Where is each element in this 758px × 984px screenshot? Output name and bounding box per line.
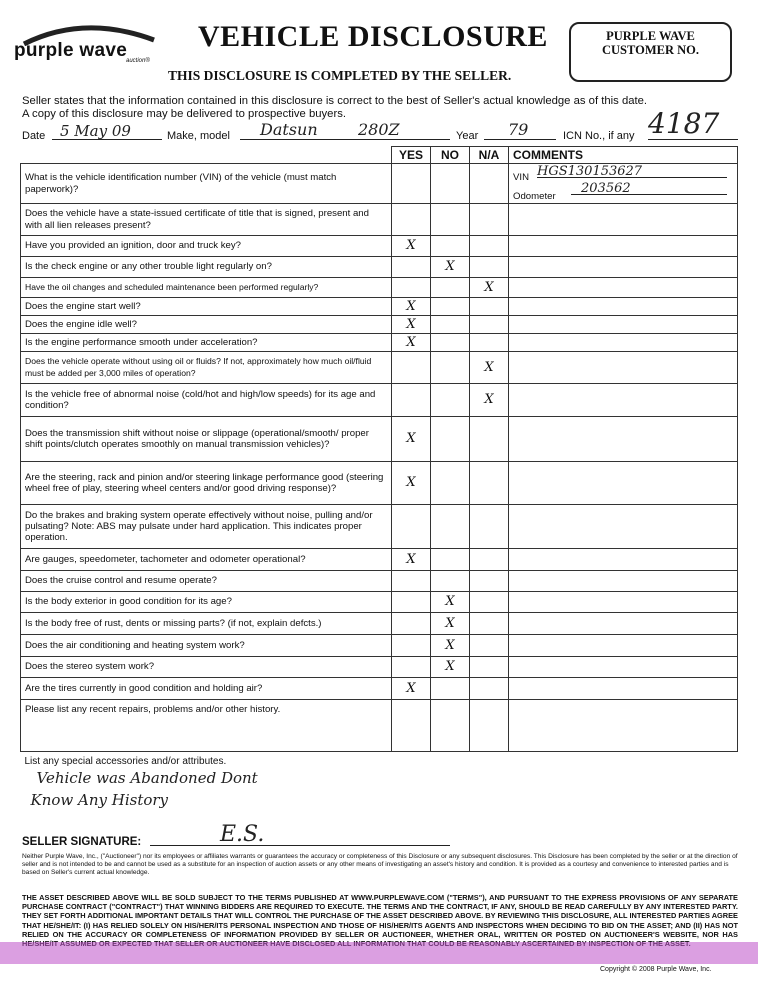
question: Is the vehicle free of abnormal noise (cold/hot and high/low speeds) for its age and condition? [21,384,392,417]
table-row [21,278,738,298]
accessories-cell[interactable] [21,752,738,822]
no-cell[interactable] [431,384,470,417]
comment-cell[interactable] [509,571,738,592]
yes-cell[interactable] [392,278,431,298]
yes-cell[interactable] [392,571,431,592]
table-row [21,700,738,752]
no-cell[interactable]: X [431,592,470,613]
customer-number-box: PURPLE WAVE CUSTOMER NO. [569,22,732,82]
question: Does the engine start well? [21,298,392,316]
question: Is the body free of rust, dents or missing parts? (if not, explain defcts.) [21,613,392,635]
intro-line-2: A copy of this disclosure may be delivered to prospective buyers. [22,108,347,120]
comment-cell[interactable] [509,204,738,236]
na-cell[interactable] [470,505,509,549]
highlight-band [0,942,758,964]
table-row [21,635,738,657]
na-cell[interactable]: X [470,352,509,384]
table-row [21,257,738,278]
no-cell[interactable] [431,678,470,700]
yes-cell[interactable]: X [392,678,431,700]
accessories-row [21,752,738,822]
year-label: Year [456,130,479,142]
no-cell[interactable] [431,236,470,257]
table-row [21,505,738,549]
question: Is the check engine or any other trouble light regularly on? [21,257,392,278]
icn-label: ICN No., if any [563,130,635,142]
yes-cell[interactable] [392,700,431,752]
question: What is the vehicle identification number (VIN) of the vehicle (must match paperwork)? [21,164,392,204]
accessories-line-2: Know Any History [30,791,169,810]
question-header [21,147,392,164]
no-cell[interactable]: X [431,635,470,657]
no-cell[interactable] [431,298,470,316]
question: Does the stereo system work? [21,657,392,678]
question: Are gauges, speedometer, tachometer and odometer operational? [21,549,392,571]
page-subtitle: THIS DISCLOSURE IS COMPLETED BY THE SELLER. [168,68,512,83]
comment-cell[interactable] [509,549,738,571]
yes-cell[interactable] [392,384,431,417]
no-cell[interactable] [431,462,470,505]
table-row [21,204,738,236]
logo-subtext: auction® [126,58,150,64]
na-cell[interactable] [470,298,509,316]
comment-cell[interactable] [509,613,738,635]
comment-cell[interactable] [509,417,738,462]
make-value: Datsun [260,120,318,139]
question: Is the engine performance smooth under acceleration? [21,334,392,352]
comment-cell[interactable] [509,334,738,352]
comment-cell[interactable] [509,657,738,678]
table-row [21,164,738,204]
yes-cell[interactable]: X [392,549,431,571]
na-header: N/A [470,147,509,164]
yes-cell[interactable] [392,164,431,204]
copyright-text: Copyright © 2008 Purple Wave, Inc. [600,966,712,973]
na-cell[interactable] [470,549,509,571]
disclosure-table [20,146,738,822]
question: Are the steering, rack and pinion and/or steering linkage performance good (steering wheel free of play, steering wheel centers and/or good driving response)? [21,462,392,505]
intro-line-1: Seller states that the information contained in this disclosure is correct to the best of Seller's actual knowledge as of this date. [22,95,648,107]
comment-cell[interactable] [509,257,738,278]
icn-field[interactable]: 4187 [648,108,738,140]
comment-cell[interactable] [509,462,738,505]
table-row [21,462,738,505]
na-cell[interactable] [470,657,509,678]
odometer-label: Odometer [513,190,556,202]
na-cell[interactable] [470,316,509,334]
yes-cell[interactable]: X [392,417,431,462]
table-row [21,613,738,635]
model-value: 280Z [358,120,400,139]
yes-cell[interactable]: X [392,316,431,334]
no-cell[interactable] [431,549,470,571]
no-cell[interactable] [431,164,470,204]
na-cell[interactable]: X [470,278,509,298]
no-cell[interactable] [431,700,470,752]
comment-cell[interactable] [509,678,738,700]
seller-signature-label: SELLER SIGNATURE: [22,836,142,848]
question: Have you provided an ignition, door and truck key? [21,236,392,257]
yes-cell[interactable]: X [392,298,431,316]
no-cell[interactable] [431,316,470,334]
yes-cell[interactable]: X [392,462,431,505]
na-cell[interactable] [470,700,509,752]
no-cell[interactable]: X [431,257,470,278]
na-cell[interactable] [470,236,509,257]
yes-cell[interactable] [392,505,431,549]
yes-cell[interactable] [392,657,431,678]
yes-cell[interactable]: X [392,334,431,352]
question: Please list any recent repairs, problems and/or other history. [21,700,392,752]
accessories-line-1: Vehicle was Abandoned Dont [36,769,258,788]
na-cell[interactable] [470,678,509,700]
question: Does the air conditioning and heating system work? [21,635,392,657]
question: Does the engine idle well? [21,316,392,334]
na-cell[interactable] [470,164,509,204]
comment-cell[interactable] [509,505,738,549]
na-cell[interactable] [470,257,509,278]
no-cell[interactable]: X [431,657,470,678]
make-model-field[interactable] [240,120,450,140]
na-cell[interactable] [470,571,509,592]
vin-value[interactable]: HGS130153627 [537,166,727,178]
yes-cell[interactable] [392,257,431,278]
table-row [21,592,738,613]
na-cell[interactable] [470,613,509,635]
yes-cell[interactable] [392,204,431,236]
table-row [21,549,738,571]
comment-cell[interactable] [509,164,738,204]
comment-cell[interactable] [509,592,738,613]
comment-cell[interactable] [509,384,738,417]
no-cell[interactable] [431,505,470,549]
date-field[interactable]: 5 May 09 [52,122,162,140]
table-row [21,334,738,352]
na-cell[interactable] [470,204,509,236]
table-row [21,352,738,384]
question: Does the vehicle have a state-issued certificate of title that is signed, present and with all lien releases present? [21,204,392,236]
comment-cell[interactable] [509,635,738,657]
yes-header: YES [392,147,431,164]
na-cell[interactable] [470,462,509,505]
seller-signature-field[interactable]: E.S. [150,822,450,846]
no-cell[interactable] [431,571,470,592]
odometer-value[interactable]: 203562 [571,183,727,195]
intro-text [22,95,647,121]
comments-header: COMMENTS [509,147,738,164]
page-title: VEHICLE DISCLOSURE [198,20,548,53]
yes-cell[interactable] [392,635,431,657]
table-row [21,236,738,257]
yes-cell[interactable]: X [392,236,431,257]
no-header: NO [431,147,470,164]
yes-cell[interactable] [392,592,431,613]
na-cell[interactable]: X [470,384,509,417]
question: Is the body exterior in good condition for its age? [21,592,392,613]
question: Does the transmission shift without noise or slippage (operational/smooth/ proper shift points/clutch operates smoothly on manual transmission vehicles)? [21,417,392,462]
table-row [21,571,738,592]
question: Are the tires currently in good condition and holding air? [21,678,392,700]
table-row [21,316,738,334]
na-cell[interactable] [470,417,509,462]
table-row [21,657,738,678]
year-field[interactable]: 79 [484,120,556,140]
make-model-label: Make, model [167,130,230,142]
question: Does the cruise control and resume operate? [21,571,392,592]
comment-cell[interactable] [509,236,738,257]
comment-cell[interactable] [509,278,738,298]
no-cell[interactable] [431,334,470,352]
na-cell[interactable] [470,592,509,613]
comment-cell[interactable] [509,352,738,384]
no-cell[interactable] [431,352,470,384]
table-row [21,384,738,417]
comment-cell[interactable] [509,316,738,334]
no-cell[interactable] [431,204,470,236]
na-cell[interactable] [470,334,509,352]
vin-label: VIN [513,171,529,183]
accessories-label: List any special accessories and/or attributes. [24,756,227,767]
no-cell[interactable] [431,417,470,462]
legal-terms-text: THE ASSET DESCRIBED ABOVE WILL BE SOLD SUBJECT TO THE TERMS PUBLISHED AT WWW.PURPLEWAVE.COM ("TERMS"), AND PURSUANT TO THE EXPRESS PROVISIONS OF ANY SEPARATE PURCHASE CONTRACT ("CONTRACT") THAT WINNING BIDDERS ARE REQUIRED TO EXECUTE. THE TERMS AND THE CONTRACT, IF ANY, SHOULD BE READ CAREFULLY BY ANY INTERESTED PARTY. THEY SET FORTH ADDITIONAL IMPORTANT DETAILS THAT WILL CONTROL THE PURCHASE OF THE ASSET DESCRIBED ABOVE. BY REVIEWING THIS DISCLOSURE, ALL INTERESTED PARTIES AGREE THAT HE/SHE/IT: (I) HAS RELIED SOLELY ON HIS/HER/ITS PERSONAL INSPECTION AND THOSE OF HIS/HER/ITS AGENTS AND INSPECTORS WHEN DECIDING TO BID ON THE ASSET; AND (II) HAS NOT RELIED ON THE ACCURACY OR COMPLETENESS OF INFORMATION PROVIDED BY SELLER OR AUCTIONEER, WHETHER ORAL, WRITTEN OR POSTED ON AUCTIONEER'S WEBSITE, NOR HAS [22,893,738,939]
question: Does the vehicle operate without using oil or fluids? If not, approximately how much oil/fluid must be added per 3,000 miles of operation? [21,352,392,384]
table-row [21,678,738,700]
comment-cell[interactable] [509,700,738,752]
yes-cell[interactable] [392,352,431,384]
logo-text: purple wave [14,40,128,61]
comment-cell[interactable] [509,298,738,316]
question: Do the brakes and braking system operate effectively without noise, pulling and/or pulsating? Note: ABS may pulsate under hard application. This indicates proper operation. [21,505,392,549]
no-cell[interactable] [431,278,470,298]
no-cell[interactable]: X [431,613,470,635]
question: Have the oil changes and scheduled maintenance been performed regularly? [21,278,392,298]
na-cell[interactable] [470,635,509,657]
table-row [21,298,738,316]
disclaimer-text: Neither Purple Wave, Inc., ("Auctioneer") nor its employees or affiliates warrants or guarantees the accuracy or completeness of this Disclosure or any subsequent disclosures. This Disclosure has been completed by the seller or at the direction of seller and is not intended to be and cannot be used as a substitute for an inspection of auction assets or any other means of investigating an asset's history and condition. It is provided as a courtesy and convenience to interested parties and is based on Seller's current actual knowledge. [22,853,738,876]
table-row [21,417,738,462]
yes-cell[interactable] [392,613,431,635]
date-label: Date [22,130,46,142]
